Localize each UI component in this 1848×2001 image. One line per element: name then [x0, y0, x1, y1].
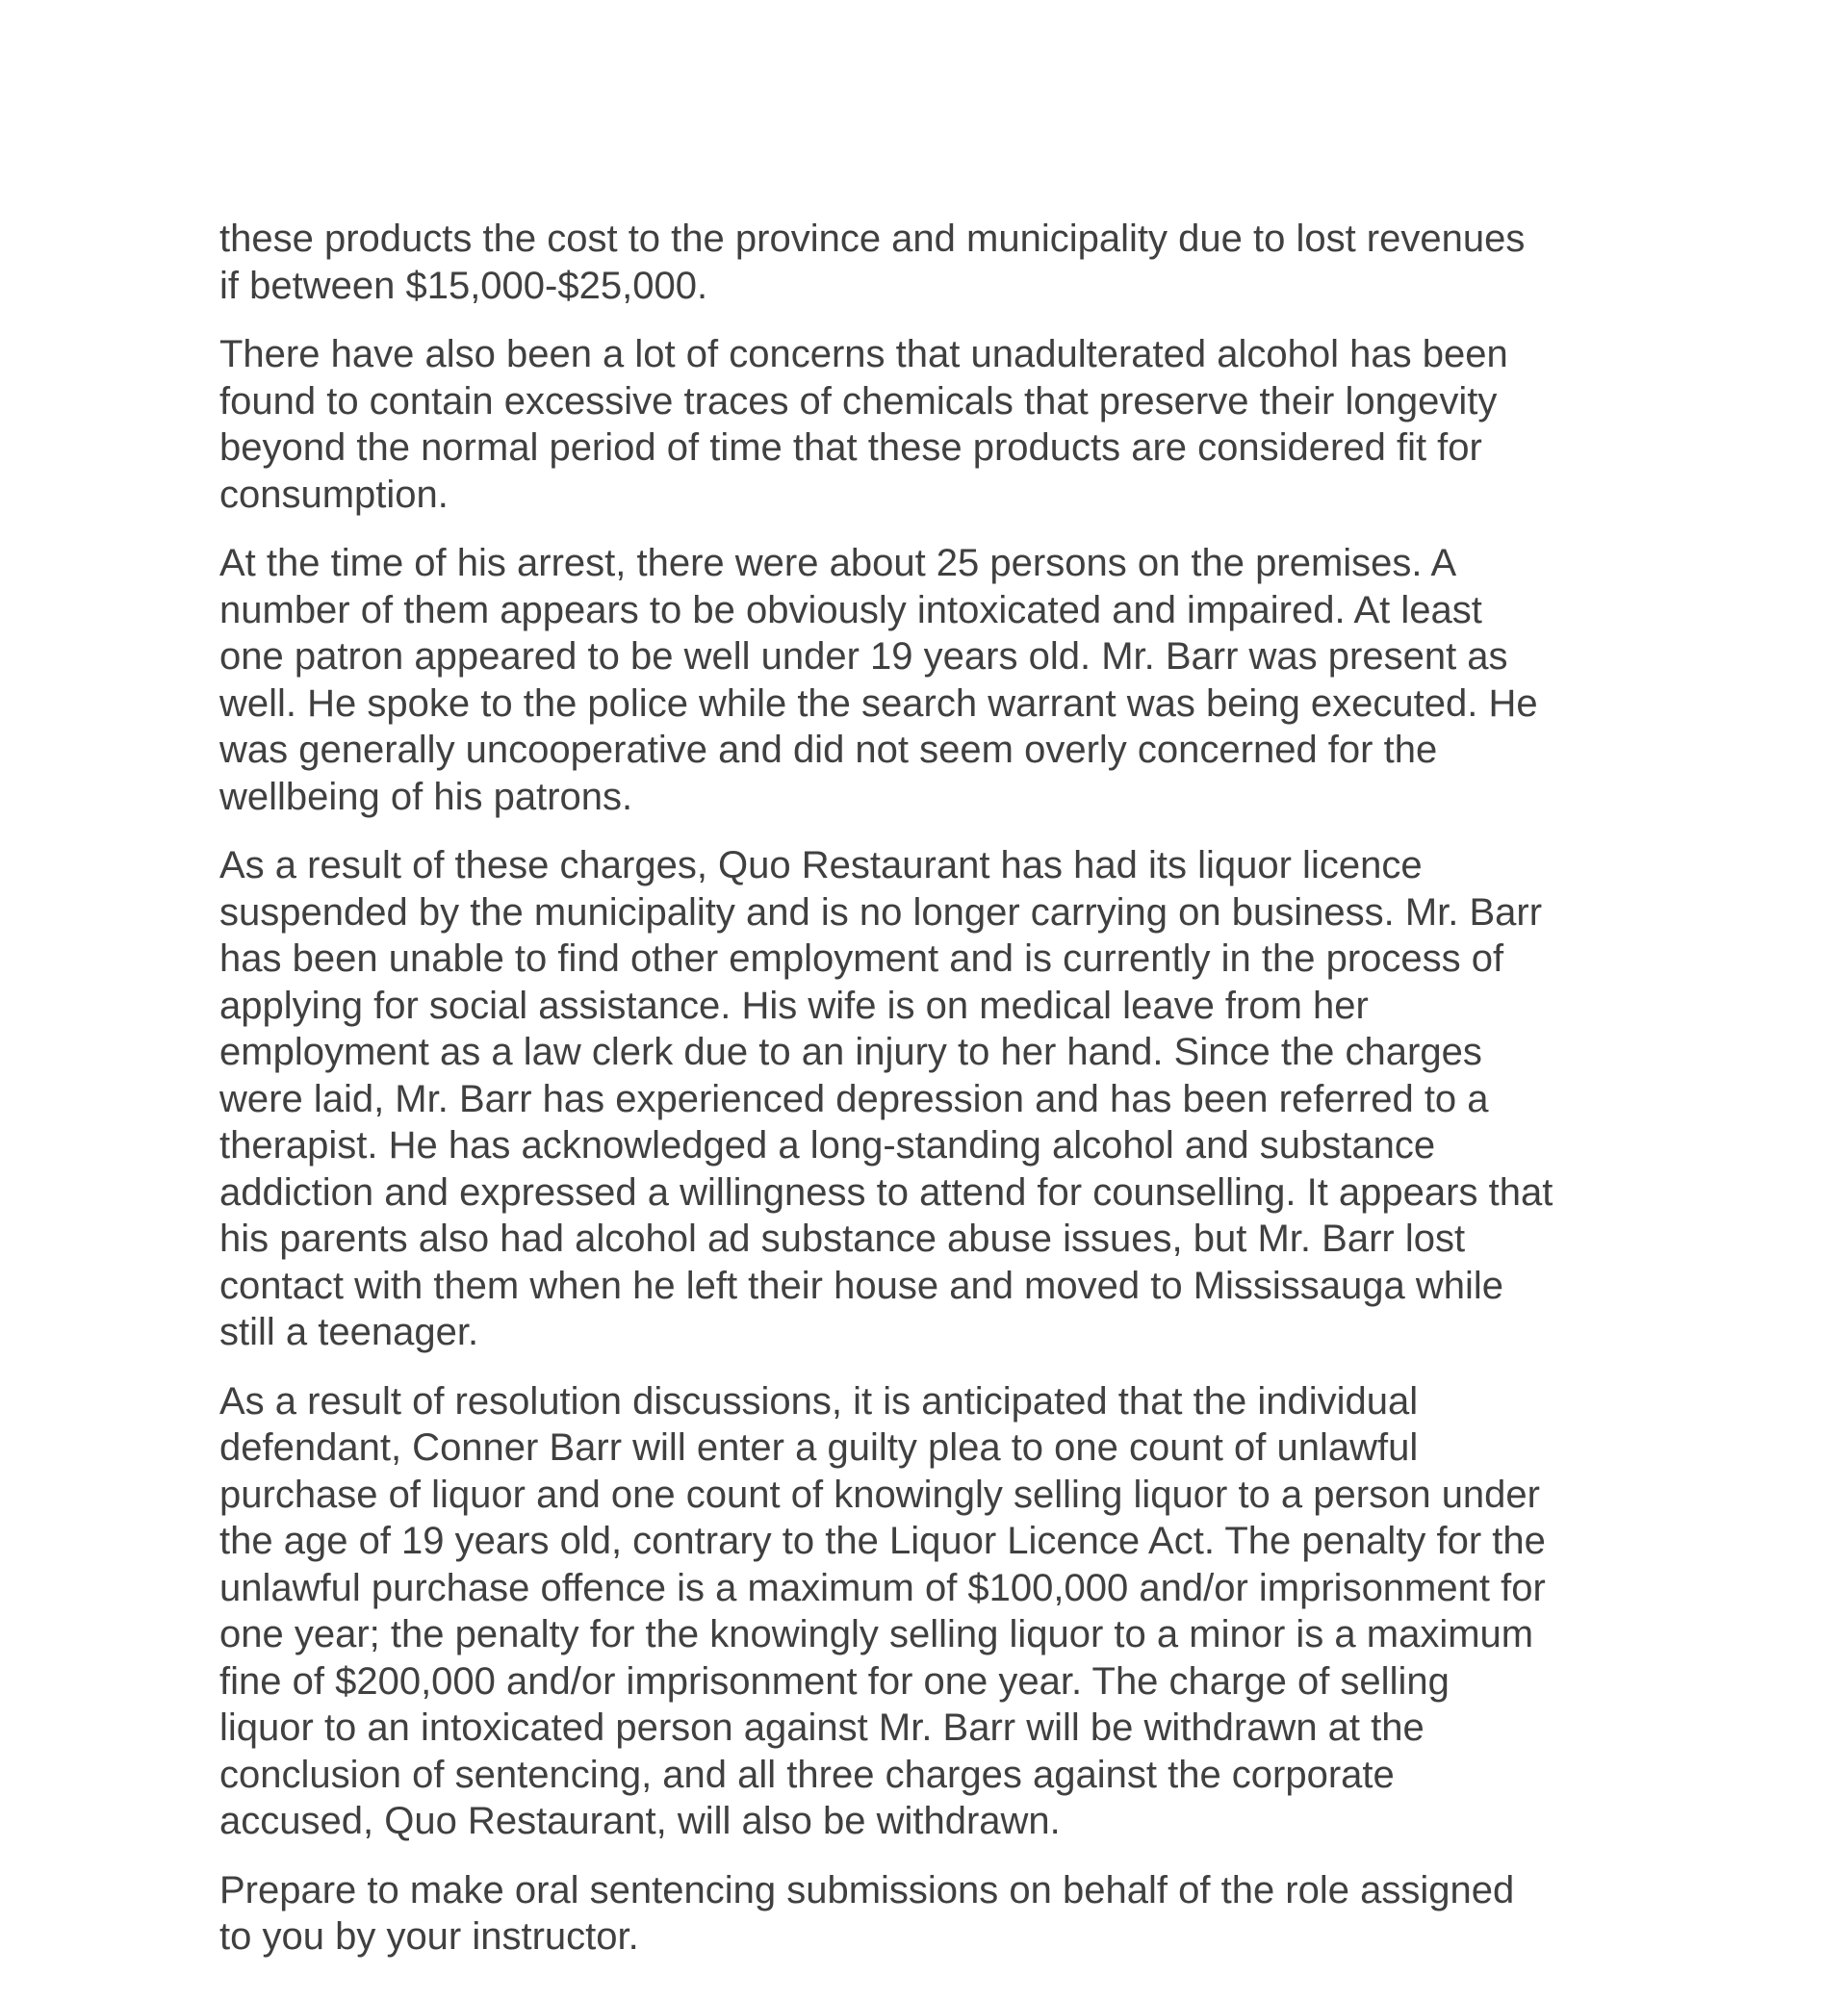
paragraph-arrest: At the time of his arrest, there were about 25 persons on the premises. A number of them appears to be obviously intoxicated and impaired. At least one patron appeared to be well under 19 years old. Mr. Barr was present as well. He spoke to the police while the search warrant was being executed. He was generally uncooperative and did not seem overly concerned for the wellbeing of his patrons.: [219, 542, 1538, 818]
paragraph-chemical-concerns: There have also been a lot of concerns that unadulterated alcohol has been found to contain excessive traces of chemicals that preserve their longevity beyond the normal period of time that these products are considered fit for consumption.: [219, 333, 1508, 516]
paragraph-consequences: As a result of these charges, Quo Restaurant has had its liquor licence suspended by the municipality and is no longer carrying on business. Mr. Barr has been unable to find other employment and is currently in the process of applying for social assistance. His wife is on medical leave from her employment as a law clerk due to an injury to her hand. Since the charges were laid, Mr. Barr has experienced depression and has been referred to a therapist. He has acknowledged a long-standing alcohol and substance addiction and expressed a willingness to attend for counselling. It appears that his parents also had alcohol ad substance abuse issues, but Mr. Barr lost contact with them when he left their house and moved to Mississauga while still a teenager.: [219, 844, 1553, 1353]
document-body: [219, 216, 1663, 1983]
paragraph-instructions: Prepare to make oral sentencing submissions on behalf of the role assigned to you by your instructor.: [219, 1868, 1515, 1958]
paragraph-resolution: As a result of resolution discussions, it is anticipated that the individual defendant, Conner Barr will enter a guilty plea to one count of unlawful purchase of liquor and one count of knowingly selling liquor to a person under the age of 19 years old, contrary to the Liquor Licence Act. The penalty for the unlawful purchase offence is a maximum of $100,000 and/or imprisonment for one year; the penalty for the knowingly selling liquor to a minor is a maximum fine of $200,000 and/or imprisonment for one year. The charge of selling liquor to an intoxicated person against Mr. Barr will be withdrawn at the conclusion of sentencing, and all three charges against the corporate accused, Quo Restaurant, will also be withdrawn.: [219, 1379, 1546, 1842]
paragraph-lost-revenues: these products the cost to the province and municipality due to lost revenues if between $15,000-$25,000.: [219, 218, 1526, 307]
